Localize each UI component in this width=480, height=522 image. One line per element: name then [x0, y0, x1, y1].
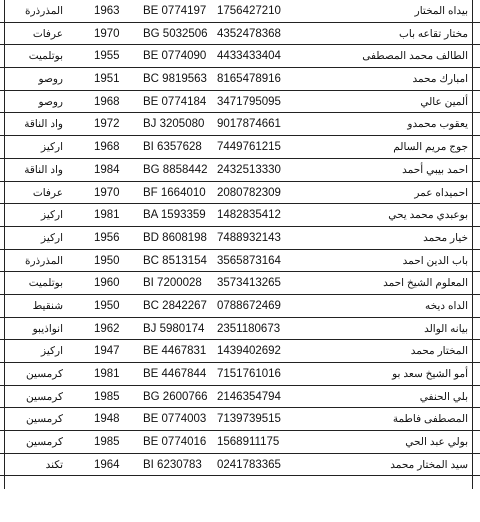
birth-year-cell: 1981 [94, 368, 120, 380]
phone-cell: 2351180673 [217, 322, 281, 335]
name-cell: سيد المختار محمد [390, 458, 468, 471]
phone-cell: 7151761016 [217, 368, 281, 380]
table-row [0, 182, 480, 205]
phone-cell: 2080782309 [217, 186, 281, 199]
birth-year-cell: 1956 [94, 231, 120, 244]
birthplace-cell: كرمسين [26, 368, 63, 380]
table-row [0, 454, 480, 477]
phone-cell: 1482835412 [217, 209, 281, 222]
phone-cell: 3565873164 [217, 254, 281, 267]
phone-cell: 1568911175 [217, 436, 280, 449]
birth-year-cell: 1985 [94, 390, 120, 403]
phone-cell: 4352478368 [217, 27, 281, 40]
table-row [0, 250, 480, 273]
birth-year-cell: 1964 [94, 458, 120, 471]
name-cell: مختار تقاعه باب [398, 27, 468, 40]
birthplace-cell: بوتلميت [28, 277, 63, 290]
birthplace-cell: تكند [45, 458, 63, 471]
id-number-cell: BJ 5980174 [143, 322, 205, 335]
birthplace-cell: بوتلميت [28, 50, 63, 63]
birthplace-cell: واد الناقة [24, 118, 63, 131]
table-row [0, 431, 480, 454]
name-cell: احميداه عمر [414, 186, 468, 199]
birthplace-cell: عرفات [32, 186, 63, 199]
name-cell: المصطفى فاطمة [392, 413, 468, 426]
birth-year-cell: 1962 [94, 322, 120, 335]
birth-year-cell: 1968 [94, 95, 120, 108]
name-cell: يعقوب محمدو [407, 118, 468, 131]
phone-cell: 4433433404 [217, 50, 281, 63]
phone-cell: 0241783365 [217, 458, 281, 471]
birth-year-cell: 1968 [94, 141, 120, 154]
name-cell: ألمين عالي [420, 95, 468, 108]
phone-cell: 7449761215 [217, 141, 281, 154]
table-row [0, 68, 480, 91]
birthplace-cell: كرمسين [26, 436, 63, 449]
table-row [0, 227, 480, 250]
id-number-cell: BE 0774184 [143, 95, 207, 108]
table-row [0, 408, 480, 431]
phone-cell: 7139739515 [217, 413, 281, 426]
id-number-cell: BG 2600766 [143, 390, 208, 403]
birthplace-cell: كرمسين [26, 390, 63, 403]
birthplace-cell: اركيز [41, 231, 63, 244]
phone-cell: 2146354794 [217, 390, 281, 403]
birthplace-cell: واد الناقة [24, 163, 63, 176]
id-number-cell: BE 0774003 [143, 413, 207, 426]
id-number-cell: BI 6357628 [143, 141, 202, 154]
id-number-cell: BE 4467831 [143, 345, 207, 358]
phone-cell: 2432513330 [217, 163, 281, 176]
id-number-cell: BE 0774016 [143, 436, 207, 449]
phone-cell: 1756427210 [217, 5, 281, 17]
name-cell: بيداه المختار [414, 5, 468, 17]
table-bottom-edge [0, 476, 480, 488]
id-number-cell: BI 7200028 [143, 277, 202, 290]
birth-year-cell: 1955 [94, 50, 120, 63]
phone-cell: 8165478916 [217, 73, 281, 86]
table-row [0, 113, 480, 136]
id-number-cell: BE 0774197 [143, 5, 207, 17]
phone-cell: 3573413265 [217, 277, 281, 290]
birthplace-cell: عرفات [32, 27, 63, 40]
name-cell: بلي الحنفي [419, 390, 468, 403]
name-cell: بوعبدي محمد يحي [388, 209, 468, 222]
birth-year-cell: 1981 [94, 209, 120, 222]
id-number-cell: BE 0774090 [143, 50, 207, 63]
id-number-cell: BG 8858442 [143, 163, 208, 176]
table-row [0, 136, 480, 159]
birth-year-cell: 1947 [94, 345, 120, 358]
birth-year-cell: 1948 [94, 413, 120, 426]
name-cell: أمو الشيخ سعد بو [392, 368, 468, 380]
table-row [0, 340, 480, 363]
birth-year-cell: 1970 [94, 27, 120, 40]
name-cell: المعلوم الشيخ احمد [383, 277, 468, 290]
birth-year-cell: 1951 [94, 73, 120, 86]
birthplace-cell: انواذيبو [32, 322, 63, 335]
name-cell: الداه ديخه [425, 299, 468, 312]
id-number-cell: BE 4467844 [143, 368, 207, 380]
table-row [0, 23, 480, 46]
name-cell: الطالف محمد المصطفى [362, 50, 468, 63]
id-number-cell: BG 5032506 [143, 27, 208, 40]
table-row [0, 295, 480, 318]
birthplace-cell: كرمسين [26, 413, 63, 426]
birth-year-cell: 1950 [94, 254, 120, 267]
id-number-cell: BC 2842267 [143, 299, 207, 312]
birth-year-cell: 1963 [94, 5, 120, 17]
name-cell: المختار محمد [410, 345, 468, 358]
birth-year-cell: 1960 [94, 277, 120, 290]
id-number-cell: BF 1664010 [143, 186, 206, 199]
id-number-cell: BC 8513154 [143, 254, 207, 267]
birthplace-cell: المذرذرة [24, 254, 63, 267]
birthplace-cell: المذرذرة [24, 5, 63, 17]
id-number-cell: BJ 3205080 [143, 118, 205, 131]
birth-year-cell: 1972 [94, 118, 120, 131]
name-cell: باب الدين احمد [402, 254, 468, 267]
phone-cell: 7488932143 [217, 231, 281, 244]
phone-cell: 9017874661 [217, 118, 281, 131]
name-cell: جوج مريم السالم [393, 141, 468, 154]
birthplace-cell: اركيز [41, 345, 63, 358]
birth-year-cell: 1984 [94, 163, 120, 176]
table-row [0, 272, 480, 295]
birthplace-cell: شنقيط [32, 299, 63, 312]
name-cell: خيار محمد [423, 231, 468, 244]
table-row [0, 363, 480, 386]
id-number-cell: BD 8608198 [143, 231, 207, 244]
table-row [0, 318, 480, 341]
birthplace-cell: اركيز [41, 209, 63, 222]
birth-year-cell: 1985 [94, 436, 120, 449]
phone-cell: 3471795095 [217, 95, 281, 108]
id-number-cell: BI 6230783 [143, 458, 202, 471]
phone-cell: 0788672469 [217, 299, 281, 312]
table-row [0, 204, 480, 227]
birthplace-cell: روصو [38, 95, 63, 108]
id-number-cell: BA 1593359 [143, 209, 206, 222]
name-cell: امبارك محمد [412, 73, 468, 86]
name-cell: بولي عبد الحي [405, 436, 468, 449]
table-row [0, 45, 480, 68]
table-row [0, 0, 480, 23]
table-row [0, 91, 480, 114]
name-cell: احمد بيبي أحمد [402, 163, 468, 176]
birth-year-cell: 1950 [94, 299, 120, 312]
birthplace-cell: اركيز [41, 141, 63, 154]
birthplace-cell: روصو [38, 73, 63, 86]
phone-cell: 1439402692 [217, 345, 281, 358]
name-cell: بيانه الوالد [424, 322, 468, 335]
table-row [0, 386, 480, 409]
table-row [0, 159, 480, 182]
id-number-cell: BC 9819563 [143, 73, 207, 86]
birth-year-cell: 1970 [94, 186, 120, 199]
